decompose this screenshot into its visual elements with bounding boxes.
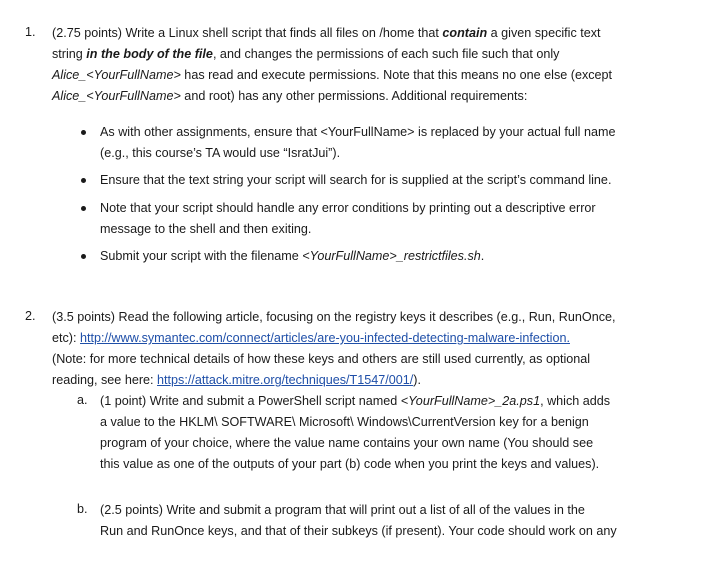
q2-line-1: (3.5 points) Read the following article, focusing on the registry keys it describes (e.g., Run, RunOnce, [52, 310, 616, 324]
q2a-line-2: a value to the HKLM\ SOFTWARE\ Microsoft\ Windows\CurrentVersion key for a benign [100, 415, 589, 429]
q1-text: string [52, 47, 87, 61]
q2a-line-1 [100, 393, 610, 409]
q2a-line-3: program of your choice, where the value name contains your own name (You should see [100, 436, 594, 450]
q2a-text: , which adds [540, 394, 611, 408]
bullet-icon [81, 206, 86, 211]
q1-emphasis-contain: contain [442, 26, 488, 40]
q2b-line-2: Run and RunOnce keys, and that of their subkeys (if present). Your code should work on any [100, 524, 617, 538]
q1-line-2 [52, 46, 559, 62]
q1-bullet-4-text: . [480, 249, 485, 263]
q1-text: (2.75 points) Write a Linux shell script that finds all files on /home that [52, 26, 443, 40]
q2a-line-4: this value as one of the outputs of your part (b) code when you print the keys and values). [100, 457, 600, 471]
q1-line-1 [52, 25, 601, 41]
part-a-label: a. [77, 393, 88, 407]
q1-line-3 [52, 67, 612, 83]
bullet-icon [81, 178, 86, 183]
q1-bullet-2: Ensure that the text string your script will search for is supplied at the script’s command line. [100, 173, 612, 187]
q2-line-4 [52, 372, 421, 388]
q1-emphasis-body: in the body of the file [86, 47, 213, 61]
q1-text: a given specific text [487, 26, 601, 40]
q2a-filename: <YourFullName>_2a.ps1 [400, 394, 541, 408]
q1-bullet-4 [100, 248, 484, 264]
question-1-number: 1. [25, 25, 36, 39]
q1-bullet-1-line-2: (e.g., this course’s TA would use “IsratJui”). [100, 146, 341, 160]
symantec-article-link[interactable]: http://www.symantec.com/connect/articles/are-you-infected-detecting-malware-infection. [80, 331, 570, 345]
q2-text: etc): [52, 331, 80, 345]
part-b-label: b. [77, 502, 88, 516]
q2-line-3: (Note: for more technical details of how these keys and others are still used currently, as optional [52, 352, 591, 366]
q2b-line-1: (2.5 points) Write and submit a program that will print out a list of all of the values in the [100, 503, 585, 517]
q2-text: ). [413, 373, 421, 387]
q1-bullet-4-text: Submit your script with the filename [100, 249, 303, 263]
q1-text: , and changes the permissions of each such file such that only [212, 47, 560, 61]
q2-text: reading, see here: [52, 373, 158, 387]
q1-placeholder-name: Alice_<YourFullName> [52, 68, 181, 82]
bullet-icon [81, 130, 86, 135]
bullet-icon [81, 254, 86, 259]
q1-filename: <YourFullName>_restrictfiles.sh [302, 249, 481, 263]
q1-line-4 [52, 88, 527, 104]
q1-text: has read and execute permissions. Note that this means no one else (except [180, 68, 613, 82]
q1-bullet-3-line-2: message to the shell and then exiting. [100, 222, 312, 236]
q1-bullet-1-line-1: As with other assignments, ensure that <YourFullName> is replaced by your actual full name [100, 125, 616, 139]
q2-line-2 [52, 330, 570, 346]
q1-placeholder-name: Alice_<YourFullName> [52, 89, 181, 103]
question-2-number: 2. [25, 309, 36, 323]
mitre-attack-link[interactable]: https://attack.mitre.org/techniques/T1547/001/ [157, 373, 414, 387]
q1-bullet-3-line-1: Note that your script should handle any error conditions by printing out a descriptive error [100, 201, 596, 215]
q2a-text: (1 point) Write and submit a PowerShell script named [100, 394, 401, 408]
q1-text: and root) has any other permissions. Additional requirements: [180, 89, 528, 103]
